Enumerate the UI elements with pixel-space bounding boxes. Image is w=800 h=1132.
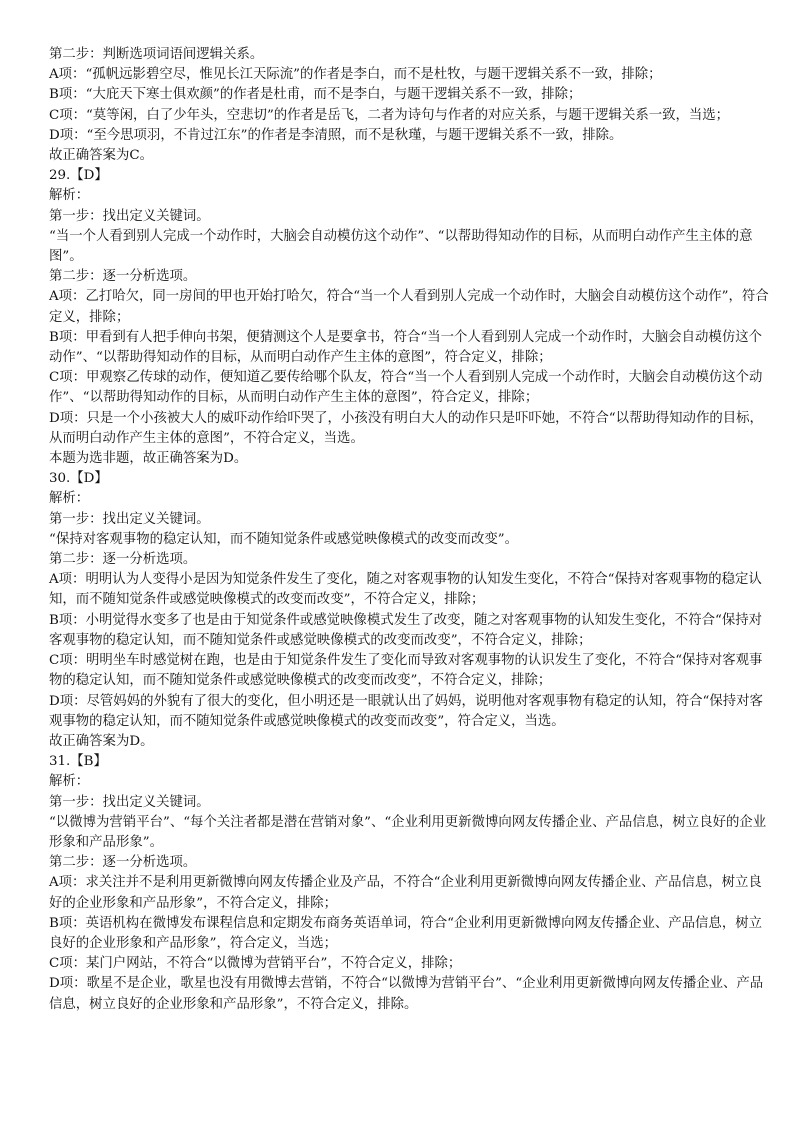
text-paragraph: C项：某门户网站，不符合“以微博为营销平台”，不符合定义，排除；: [49, 956, 462, 972]
text-paragraph: B项：小明觉得水变多了也是由于知觉条件或感觉映像模式发生了改变，随之对客观事物的认知发生变化，不符合“保持对客观事物的稳定认知，而不随知觉条件或感觉映像模式的改变而改变”，不符合定义，排除；: [49, 612, 762, 648]
text-paragraph: A项：乙打哈欠，同一房间的甲也开始打哈欠，符合“当一个人看到别人完成一个动作时，大脑会自动模仿这个动作”，符合定义，排除；: [49, 289, 769, 325]
text-paragraph: B项：甲看到有人把手伸向书架，便猜测这个人是要拿书，符合“当一个人看到别人完成一个动作时，大脑会自动模仿这个动作”、“以帮助得知动作的目标，从而明白动作产生主体的意图”，符合定义，排除；: [49, 329, 762, 366]
text-paragraph: 第二步：逐一分析选项。: [49, 552, 197, 568]
text-paragraph: C项：甲观察乙传球的动作，便知道乙要传给哪个队友，符合“当一个人看到别人完成一个动作时，大脑会自动模仿这个动作”、“以帮助得知动作的目标，从而明白动作产生主体的意图”，符合定义，排除；: [49, 370, 763, 406]
text-paragraph: D项：尽管妈妈的外貌有了很大的变化，但小明还是一眼就认出了妈妈，说明他对客观事物有稳定的认知，符合“保持对客观事物的稳定认知，而不随知觉条件或感觉映像模式的改变而改变”，符合定义，当选。: [49, 693, 763, 729]
text-paragraph: D项：只是一个小孩被大人的威吓动作给吓哭了，小孩没有明白大人的动作只是吓吓她，不符合“以帮助得知动作的目标，从而明白动作产生主体的意图”，不符合定义，当选。: [49, 410, 763, 446]
text-paragraph: “当一个人看到别人完成一个动作时，大脑会自动模仿这个动作”、“以帮助得知动作的目标，从而明白动作产生主体的意图”。: [49, 228, 753, 265]
text-paragraph: C项：“莫等闲，白了少年头，空悲切”的作者是岳飞，二者为诗句与作者的对应关系，与题干逻辑关系一致，当选；: [49, 107, 730, 123]
text-paragraph: 第二步：逐一分析选项。: [49, 269, 197, 285]
text-paragraph: 解析：: [49, 188, 90, 204]
text-paragraph: “以微博为营销平台”、“每个关注者都是潜在营销对象”、“企业利用更新微博向网友传播企业、产品信息，树立良好的企业形象和产品形象”。: [49, 814, 767, 850]
text-paragraph: D项：“至今思项羽，不肯过江东”的作者是李清照，而不是秋瑾，与题干逻辑关系不一致，排除。: [49, 127, 623, 143]
text-paragraph: A项：明明认为人变得小是因为知觉条件发生了变化，随之对客观事物的认知发生变化，不符合“保持对客观事物的稳定认知，而不随知觉条件或感觉映像模式的改变而改变”，不符合定义，排除；: [49, 572, 762, 608]
text-paragraph: 第一步：找出定义关键词。: [49, 208, 210, 224]
text-paragraph: 本题为选非题，故正确答案为D。: [49, 451, 248, 467]
text-paragraph: 29.【D】: [49, 168, 108, 184]
text-paragraph: C项：明明坐车时感觉树在跑，也是由于知觉条件发生了变化而导致对客观事物的认识发生了变化，不符合“保持对客观事物的稳定认知，而不随知觉条件或感觉映像模式的改变而改变”，不符合定义，排除；: [49, 653, 763, 689]
text-paragraph: 第二步：逐一分析选项。: [49, 855, 197, 871]
text-paragraph: 故正确答案为C。: [49, 148, 153, 164]
text-paragraph: A项：“孤帆远影碧空尽，惟见长江天际流”的作者是李白，而不是杜牧，与题干逻辑关系不一致，排除；: [49, 67, 662, 83]
text-paragraph: D项：歌星不是企业，歌星也没有用微博去营销，不符合“以微博为营销平台”、“企业利用更新微博向网友传播企业、产品信息，树立良好的企业形象和产品形象”，不符合定义，排除。: [49, 976, 764, 1012]
text-paragraph: 31.【B】: [49, 754, 107, 770]
text-paragraph: 第二步：判断选项词语间逻辑关系。: [49, 47, 264, 62]
text-paragraph: B项：“大庇天下寒士俱欢颜”的作者是杜甫，而不是李白，与题干逻辑关系不一致，排除；: [49, 87, 582, 103]
text-paragraph: 故正确答案为D。: [49, 733, 154, 749]
document-body: [49, 0, 769, 1015]
text-paragraph: 第一步：找出定义关键词。: [49, 794, 210, 810]
text-paragraph: 30.【D】: [49, 471, 108, 487]
text-paragraph: A项：求关注并不是利用更新微博向网友传播企业及产品，不符合“企业利用更新微博向网友传播企业、产品信息，树立良好的企业形象和产品形象”，不符合定义，排除；: [49, 875, 762, 911]
text-paragraph: 第一步：找出定义关键词。: [49, 511, 210, 527]
text-paragraph: 解析：: [49, 491, 90, 507]
text-paragraph: 解析：: [49, 774, 90, 790]
text-paragraph: “保持对客观事物的稳定认知，而不随知觉条件或感觉映像模式的改变而改变”。: [49, 531, 518, 547]
text-paragraph: B项：英语机构在微博发布课程信息和定期发布商务英语单词，符合“企业利用更新微博向网友传播企业、产品信息，树立良好的企业形象和产品形象”，符合定义，当选；: [49, 915, 762, 951]
